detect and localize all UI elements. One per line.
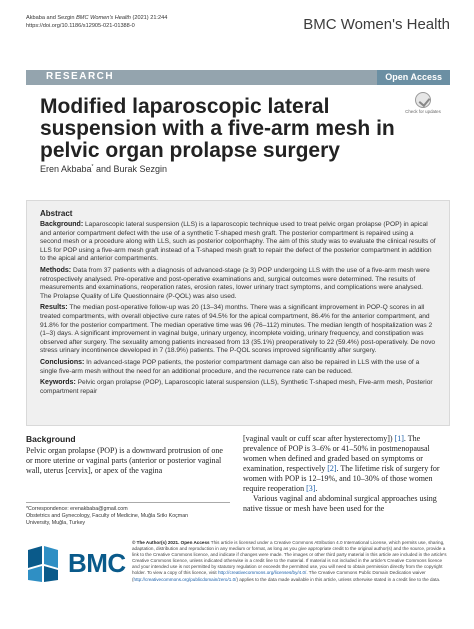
open-access-badge: Open Access — [377, 70, 450, 85]
citation — [26, 14, 167, 30]
methods-label: Methods: — [40, 266, 72, 274]
conclusions-label: Conclusions: — [40, 358, 85, 366]
journal-name: BMC Women's Health — [303, 16, 450, 33]
keywords-text: Pelvic organ prolapse (POP), Laparoscopic lateral suspension (LLS), Synthetic T-shaped mesh, Five-arm mesh, Posterior compartment repair — [40, 379, 433, 395]
right-paragraph-1 — [243, 434, 451, 494]
check-updates-label: Check for updates — [405, 109, 441, 114]
license-body: This article is licensed under a Creative Commons Attribution 4.0 International License, which permits use, sharing, adaptation, distribution and reproduction in any medium or format, as long as you give appropriate credit to the original author(s) and the source, provide a link to the Creative Commons licence, and indicate if changes were made. The images or other third party material in this article are included in the article's Creative Commons licence, unless indicated otherwise in a credit line to the material. If material is not included in the article's Creative Commons licence and your intended use is not permitted by statutory regulation or exceeds the permitted use, you will need to obtain permission directly from the copyright holder. To view a copy of this licence, visit — [132, 540, 447, 576]
page-header — [26, 12, 450, 46]
bmc-logo-icon — [26, 544, 66, 584]
methods-text: Data from 37 patients with a diagnosis of advanced-stage (≥ 3) POP undergoing LLS with the use of a five-arm mesh were retrospectively analysed. Pre-operative and post-operative examinations and, surgical outcomes were determined. The results of measurements and examinations, reoperation rates, erosion rates, lower urinary tract symptoms, and complications were analysed. The Prolapse Quality of Life Questionnaire (P-QOL) was also used. — [40, 266, 430, 300]
citation-journal: BMC Women's Health — [76, 15, 131, 21]
abstract-heading: Abstract — [40, 209, 73, 218]
right-text-d: . — [315, 484, 318, 493]
reference-link-2[interactable]: [2] — [327, 464, 337, 473]
article-title: Modified laparoscopic lateral suspension with a five-arm mesh in pelvic organ prolapse surgery — [40, 95, 395, 162]
reference-link-3[interactable]: [3] — [306, 484, 316, 493]
citation-volume: (2021) 21:244 — [130, 15, 168, 21]
license-text — [132, 540, 450, 583]
right-text-b: . The prevalence of POP is 3–6% or 41–50% in postmenopausal women when defined and graded based on symptoms or examination, respectively — [243, 434, 430, 473]
right-text-c: . The lifetime risk of surgery for women with POP is 12–19%, and 10–30% of those women require reoperation — [243, 464, 440, 493]
right-paragraph-2: Various vaginal and abdominal surgical approaches using native tissue or mesh have been used for the — [243, 494, 437, 513]
abstract-keywords — [40, 379, 436, 396]
keywords-label: Keywords: — [40, 379, 76, 387]
reference-link-1[interactable]: [1] — [394, 434, 404, 443]
affiliation-line-1: Obstetrics and Gynecology, Faculty of Medicine, Muğla Sıtkı Koçman — [26, 513, 189, 519]
author-1[interactable]: Eren Akbaba — [40, 164, 92, 174]
abstract-methods — [40, 267, 436, 301]
background-label: Background: — [40, 221, 84, 228]
corresponding-marker: * — [91, 164, 94, 170]
right-text-a: [vaginal vault or cuff scar after hysterectomy]) — [243, 434, 395, 443]
check-for-updates[interactable] — [403, 92, 443, 122]
background-text: Laparoscopic lateral suspension (LLS) is a laparoscopic technique used to treat pelvic organ prolapse (POP) in apical and anterior compartment defect with the use of a synthetic T-shaped mesh graft. The posterior compartment is repaired using a second mesh or a procedure along with LLS, such as posterior colporrhaphy. The aim of this study was to evaluate the clinical results of LLS for POP using a five-arm mesh graft instead of a T-shaped mesh graft to repair the defect of the posterior compartment in addition to the apical and anterior compartments. — [40, 221, 436, 263]
author-2[interactable]: and Burak Sezgin — [93, 164, 168, 174]
license-link-cc-by[interactable]: http://creativecommons.org/licenses/by/4.0/ — [217, 570, 307, 576]
copyright-open-access: © The Author(s) 2021. Open Access — [132, 540, 210, 545]
author-list — [40, 164, 167, 174]
affiliation-line-2: University, Muğla, Turkey — [26, 520, 86, 526]
article-type-label: RESEARCH — [46, 71, 115, 82]
check-updates-icon — [415, 92, 431, 108]
bmc-logo — [26, 544, 126, 584]
correspondence — [26, 502, 230, 527]
license-body-3: ) applies to the data made available in this article, unless otherwise stated in a credit line to the data. — [236, 576, 441, 582]
abstract-conclusions — [40, 359, 436, 376]
results-text: The median post-operative follow-up was 20 (13–34) months. There was a significant improvement in POP-Q scores in all treated compartments, with overall objective cure rates of 94.5% for the apical compartment, 86.4% for the anterior compartment, and 91.8% for the posterior compartment. The median operative time was 96 (76–112) minutes. The median length of hospitalization was 2 (1–3) days. A significant improvement in vaginal bulge, urinary urgency, incomplete voiding, urinary frequency, and constipation was observed after surgery. The sexuality among patients increased from 13 (35.1%) preoperatively to 22 (59.4%) post-operatively. De novo stress urinary incontinence developed in 7 (18.9%) patients. The P-QOL scores improved significantly after surgery. — [40, 304, 436, 355]
left-column — [26, 434, 230, 476]
license-link-cc0[interactable]: http://creativecommons.org/publicdomain/zero/1.0/ — [133, 576, 237, 582]
correspondence-email[interactable]: *Correspondence: erenakbaba@gmail.com — [26, 506, 128, 512]
abstract-box — [26, 200, 450, 426]
license-body-2: . The Creative Commons Public Domain Dedication waiver ( — [132, 570, 426, 582]
background-heading: Background — [26, 434, 76, 444]
bmc-logo-text: BMC — [68, 548, 126, 578]
abstract-background — [40, 221, 436, 264]
article-type-banner — [26, 70, 450, 85]
citation-doi[interactable]: https://doi.org/10.1186/s12905-021-01388-0 — [26, 23, 135, 29]
page-footer — [26, 540, 450, 602]
citation-authors: Akbaba and Sezgin — [26, 15, 77, 21]
background-paragraph: Pelvic organ prolapse (POP) is a downward protrusion of one or more uterine or vaginal parts (anterior or posterior vaginal wall, uterus [cervix], or apex of the vagina — [26, 446, 223, 475]
conclusions-text: In advanced-stage POP patients, the posterior compartment damage can also be repaired in LLS with the use of a single five-arm mesh without the need for an additional procedure, and the recurrence rate can be reduced. — [40, 358, 420, 375]
results-label: Results: — [40, 304, 68, 312]
abstract-results — [40, 304, 436, 356]
right-column — [243, 434, 451, 514]
